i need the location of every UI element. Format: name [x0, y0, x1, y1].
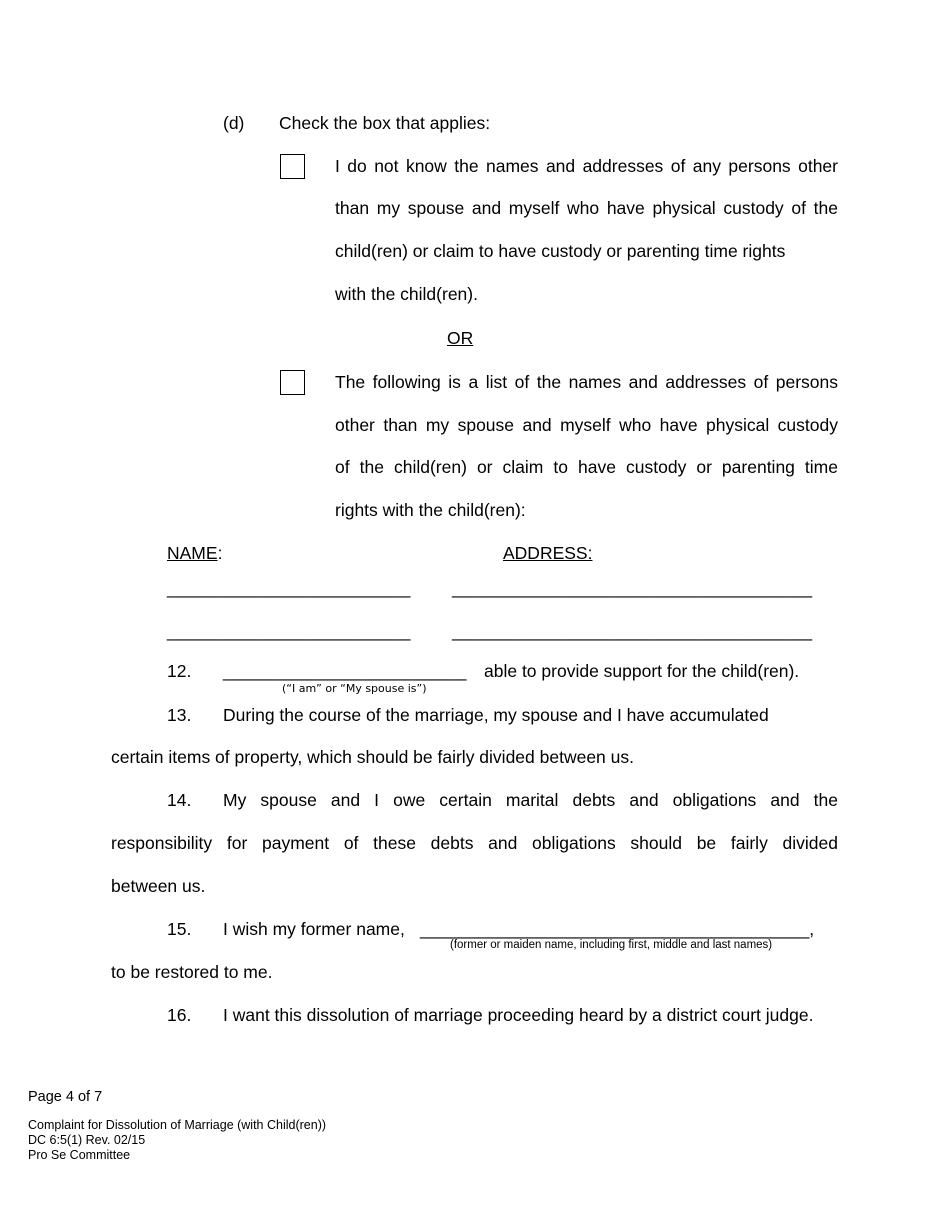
checkbox-listed-persons[interactable] — [280, 370, 305, 395]
item15-number: 15. — [167, 919, 192, 939]
name-header: NAME: — [167, 543, 223, 563]
option2-line: of the child(ren) or claim to have custody or parenting time — [335, 459, 838, 477]
item12-text: able to provide support for the child(ren). — [484, 661, 800, 681]
option2-line: other than my spouse and myself who have physical custody — [335, 417, 838, 435]
item16-number: 16. — [167, 1005, 192, 1025]
item12-blank[interactable]: _________________________ — [223, 661, 467, 681]
address-blank-2[interactable]: _____________________________________ — [452, 621, 813, 641]
item13-line2: certain items of property, which should be fairly divided between us. — [111, 747, 635, 767]
item-d-label: (d) — [223, 113, 245, 133]
footer-title: Complaint for Dissolution of Marriage (with Child(ren)) — [28, 1118, 327, 1132]
option1-line: than my spouse and myself who have physical custody of the — [335, 200, 838, 218]
option1-line: with the child(ren). — [335, 284, 478, 304]
item16-text: I want this dissolution of marriage proceeding heard by a district court judge. — [223, 1005, 814, 1025]
address-blank-1[interactable]: _____________________________________ — [452, 578, 813, 598]
footer-form-number: DC 6:5(1) Rev. 02/15 — [28, 1133, 146, 1147]
address-header: ADDRESS: — [503, 543, 593, 563]
former-name-blank[interactable]: ________________________________________, — [420, 919, 815, 939]
item14-number: 14. — [167, 790, 192, 810]
or-divider: OR — [447, 328, 474, 348]
option2-line: The following is a list of the names and addresses of persons — [335, 374, 838, 392]
item13-line1: During the course of the marriage, my spouse and I have accumulated — [223, 705, 769, 725]
item15-text: I wish my former name, — [223, 919, 405, 939]
name-blank-1[interactable]: _________________________ — [167, 578, 411, 598]
page-number: Page 4 of 7 — [28, 1089, 103, 1105]
checkbox-unknown-persons[interactable] — [280, 154, 305, 179]
option1-line: I do not know the names and addresses of any persons other — [335, 158, 838, 176]
item15-hint: (former or maiden name, including first, middle and last names) — [450, 939, 773, 951]
item-d-instruction: Check the box that applies: — [279, 113, 491, 133]
item12-number: 12. — [167, 661, 192, 681]
item14-line2: responsibility for payment of these debts and obligations should be fairly divided — [111, 835, 838, 853]
item13-number: 13. — [167, 705, 192, 725]
footer-committee: Pro Se Committee — [28, 1148, 131, 1162]
item14-line1: My spouse and I owe certain marital debts and obligations and the — [223, 792, 838, 810]
option2-line: rights with the child(ren): — [335, 500, 526, 520]
name-blank-2[interactable]: _________________________ — [167, 621, 411, 641]
item14-line3: between us. — [111, 876, 206, 896]
option1-line: child(ren) or claim to have custody or parenting time rights — [335, 241, 786, 261]
item15-line2: to be restored to me. — [111, 962, 273, 982]
item12-hint: (“I am” or “My spouse is”) — [282, 682, 427, 695]
